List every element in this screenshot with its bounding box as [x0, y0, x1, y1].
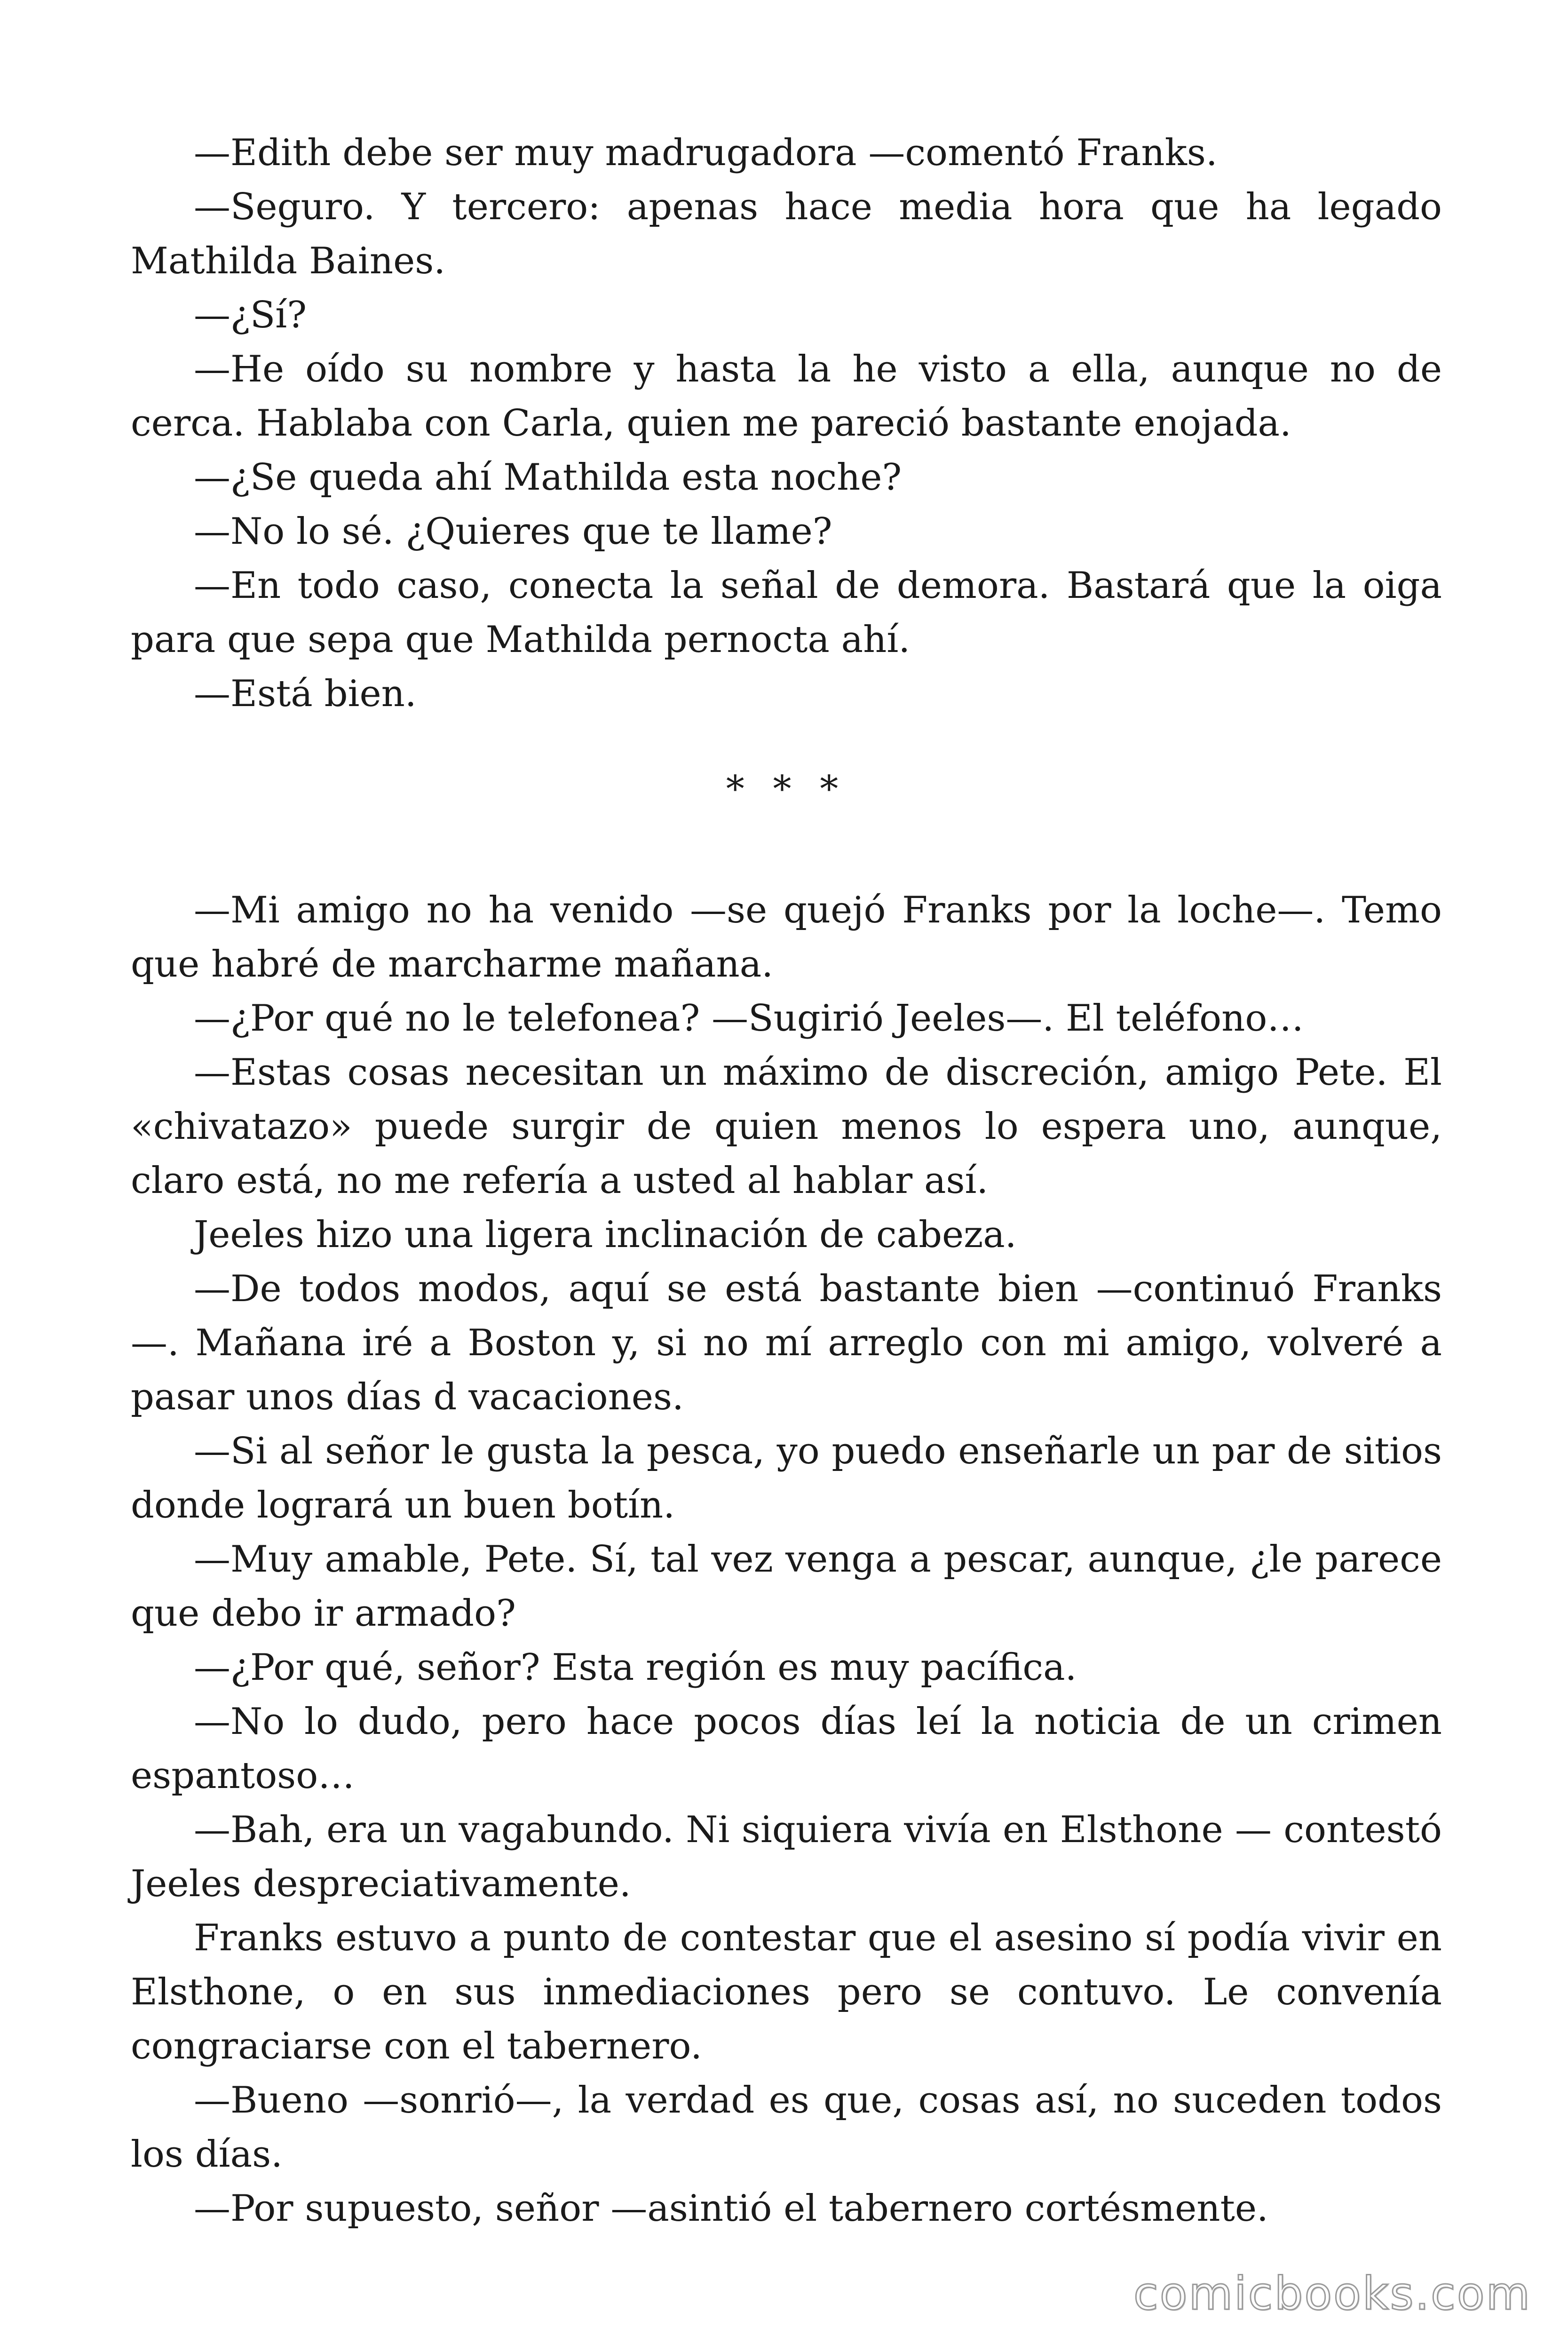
paragraph: —Bueno —sonrió—, la verdad es que, cosas así, no suceden todos los días. [131, 2079, 1442, 2176]
section-1 [131, 126, 1442, 721]
scene-break: * * * [726, 768, 847, 810]
paragraph: —He oído su nombre y hasta la he visto a ella, aunque no de cerca. Hablaba con Carla, quien me pareció bastante enojada. [131, 348, 1442, 445]
paragraph: —Edith debe ser muy madrugadora —comentó Franks. [194, 132, 1218, 174]
watermark: comicbooks.com [1133, 2267, 1531, 2320]
paragraph: Jeeles hizo una ligera inclinación de cabeza. [194, 1214, 1017, 1256]
paragraph: —De todos modos, aquí se está bastante bien —continuó Franks —. Mañana iré a Boston y, si no mí arreglo con mi amigo, volveré a pasar unos días d vacaciones. [131, 1268, 1442, 1418]
paragraph: —Mi amigo no ha venido —se quejó Franks por la loche—. Temo que habré de marcharme mañana. [131, 889, 1442, 985]
paragraph: —No lo dudo, pero hace pocos días leí la noticia de un crimen espantoso… [131, 1700, 1442, 1797]
paragraph: —Si al señor le gusta la pesca, yo puedo enseñarle un par de sitios donde logrará un buen botín. [131, 1430, 1442, 1526]
paragraph: —¿Se queda ahí Mathilda esta noche? [194, 456, 902, 499]
paragraph: —¿Sí? [194, 294, 307, 336]
page-body [131, 126, 1442, 2236]
paragraph: —Bah, era un vagabundo. Ni siquiera vivía en Elsthone — contestó Jeeles despreciativamente. [131, 1809, 1442, 1905]
paragraph: —Estas cosas necesitan un máximo de discreción, amigo Pete. El «chivatazo» puede surgir de quien menos lo espera uno, aunque, claro está, no me refería a usted al hablar así. [131, 1051, 1442, 1202]
paragraph: —Por supuesto, señor —asintió el tabernero cortésmente. [194, 2187, 1268, 2230]
paragraph: —¿Por qué no le telefonea? —Sugirió Jeeles—. El teléfono… [194, 997, 1304, 1040]
section-2 [131, 883, 1442, 2236]
paragraph: —Seguro. Y tercero: apenas hace media hora que ha legado Mathilda Baines. [131, 186, 1442, 282]
paragraph: —No lo sé. ¿Quieres que te llame? [194, 510, 832, 553]
paragraph: —Muy amable, Pete. Sí, tal vez venga a pescar, aunque, ¿le parece que debo ir armado? [131, 1538, 1442, 1635]
paragraph: —¿Por qué, señor? Esta región es muy pacífica. [194, 1646, 1077, 1689]
paragraph: Franks estuvo a punto de contestar que el asesino sí podía vivir en Elsthone, o en sus inmediaciones pero se contuvo. Le convenía congraciarse con el tabernero. [131, 1917, 1442, 2067]
paragraph: —Está bien. [194, 673, 417, 715]
paragraph: —En todo caso, conecta la señal de demora. Bastará que la oiga para que sepa que Mathilda pernocta ahí. [131, 564, 1442, 661]
